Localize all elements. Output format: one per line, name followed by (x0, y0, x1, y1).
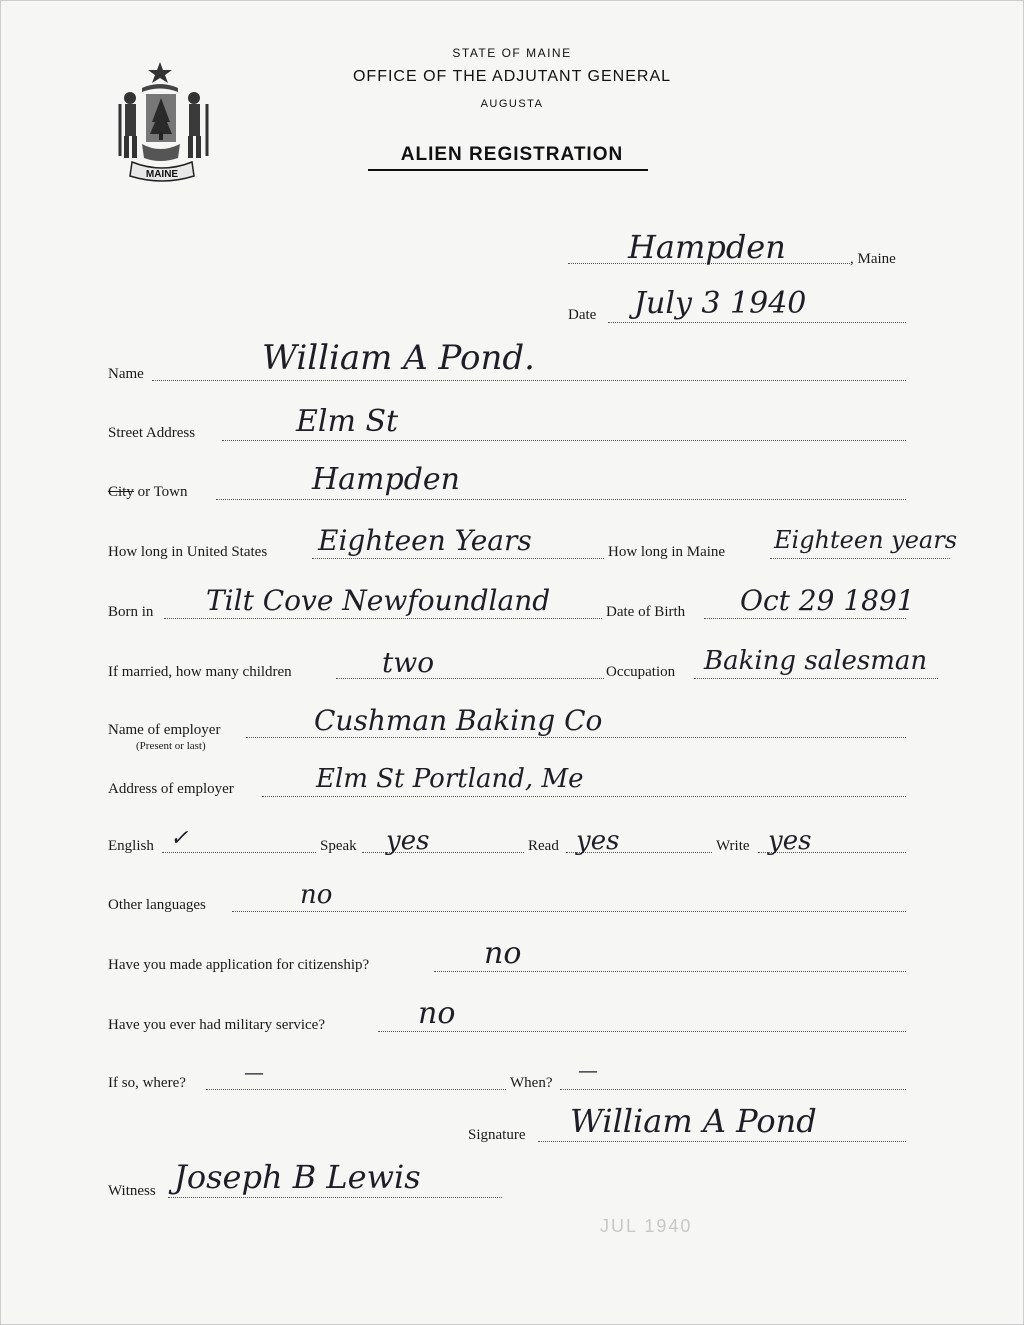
how-long-maine-label: How long in Maine (608, 544, 726, 560)
english-line (162, 852, 316, 853)
employer-address-value: Elm St Portland, Me (316, 764, 584, 794)
born-in-label: Born in (108, 604, 154, 620)
date-value: July 3 1940 (634, 286, 807, 321)
city-value: Hampden (312, 462, 460, 497)
occupation-value: Baking salesman (704, 646, 928, 676)
employer-address-label: Address of employer (108, 781, 234, 797)
date-label: Date (568, 307, 597, 323)
military-line (378, 1031, 906, 1032)
date-line (608, 322, 906, 323)
header-office: OFFICE OF THE ADJUTANT GENERAL (352, 68, 672, 85)
if-where-value: — (244, 1060, 264, 1084)
if-where-line (206, 1089, 506, 1090)
citizenship-value: no (484, 936, 522, 971)
witness-line (168, 1197, 502, 1198)
english-label: English (108, 838, 154, 854)
signature-value: William A Pond (570, 1102, 817, 1140)
if-where-label: If so, where? (108, 1075, 186, 1091)
born-in-value: Tilt Cove Newfoundland (206, 584, 551, 617)
dob-value: Oct 29 1891 (740, 584, 915, 617)
military-label: Have you ever had military service? (108, 1017, 325, 1033)
city-line (216, 499, 906, 500)
name-label: Name (108, 366, 144, 382)
when-label: When? (510, 1075, 553, 1091)
military-value: no (418, 996, 456, 1031)
name-line (152, 380, 906, 381)
witness-label: Witness (108, 1183, 156, 1199)
city-struck-word: City (108, 484, 134, 500)
how-long-maine-line (770, 558, 950, 559)
occupation-line (694, 678, 938, 679)
street-value: Elm St (296, 404, 399, 439)
employer-value: Cushman Baking Co (314, 704, 603, 737)
street-line (222, 440, 906, 441)
occupation-label: Occupation (606, 664, 676, 680)
children-value: two (382, 646, 435, 679)
citizenship-label: Have you made application for citizenship? (108, 957, 370, 973)
employer-sublabel: (Present or last) (136, 740, 206, 752)
how-long-us-line (312, 558, 604, 559)
town-header-value: Hampden (628, 228, 786, 266)
name-value: William A Pond. (262, 338, 535, 378)
employer-label: Name of employer (108, 722, 221, 738)
header-state: STATE OF MAINE (452, 46, 572, 60)
write-value: yes (768, 826, 812, 856)
signature-line (538, 1141, 906, 1142)
how-long-us-value: Eighteen Years (318, 524, 532, 557)
how-long-us-label: How long in United States (108, 544, 268, 560)
form-title: ALIEN REGISTRATION (400, 144, 624, 165)
city-label (108, 484, 188, 501)
when-line (560, 1089, 906, 1090)
witness-value: Joseph B Lewis (174, 1158, 421, 1196)
read-value: yes (576, 826, 620, 856)
received-stamp: JUL 1940 (600, 1216, 693, 1236)
dob-label: Date of Birth (606, 604, 686, 620)
maine-label: , Maine (850, 251, 896, 267)
or-town-text: or Town (133, 484, 188, 500)
other-languages-value: no (300, 880, 333, 910)
write-label: Write (716, 838, 750, 854)
seal-banner-text: MAINE (145, 169, 179, 180)
other-languages-label: Other languages (108, 897, 206, 913)
born-in-line (164, 618, 602, 619)
header-city: AUGUSTA (480, 98, 544, 110)
speak-label: Speak (320, 838, 357, 854)
when-value: — (578, 1058, 598, 1082)
employer-address-line (262, 796, 906, 797)
employer-line (246, 737, 906, 738)
title-underline (368, 169, 648, 171)
children-label: If married, how many children (108, 664, 292, 680)
street-label: Street Address (108, 425, 196, 441)
english-value: ✓ (170, 826, 189, 851)
speak-value: yes (386, 826, 430, 856)
dob-line (704, 618, 906, 619)
read-label: Read (528, 838, 559, 854)
how-long-maine-value: Eighteen years (774, 526, 958, 554)
other-languages-line (232, 911, 906, 912)
children-line (336, 678, 604, 679)
signature-label: Signature (468, 1127, 526, 1143)
citizenship-line (434, 971, 906, 972)
